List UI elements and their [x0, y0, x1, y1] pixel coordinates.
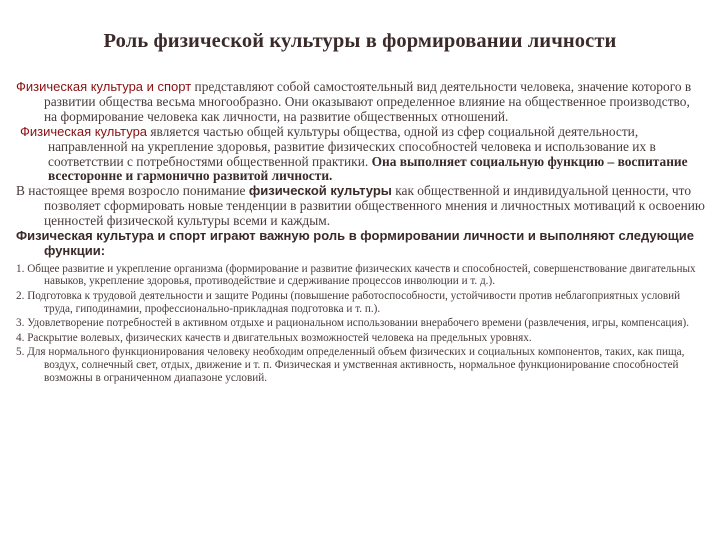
list-item: 4. Раскрытие волевых, физических качеств и двигательных возможностей человека на предельных уровнях.: [16, 331, 532, 344]
list-item: 5. Для нормального функционирования человеку необходим определенный объем физических и социальных компонентов, таких, как пища, воздух, солнечный свет, отдых, движение и т. п. Физическая и умственная активность, нормальное функционирование способностей возможны в ограниченном диапазоне условий.: [16, 346, 685, 384]
slide-content: [16, 80, 706, 386]
list-item: 1. Общее развитие и укрепление организма (формирование и развитие физических качеств и способностей, совершенствование двигательных навыков, укрепление здоровья, противодействие и сдерживание процессов инволюции и т. д.).: [16, 262, 696, 288]
paragraph-text: В настоящее время возросло понимание: [16, 183, 249, 199]
highlight-term: физической культуры: [248, 183, 392, 199]
paragraph-bold-text: Она выполняет социальную функцию – воспитание всесторонне и гармонично развитой личности.: [48, 153, 688, 184]
list-item: 3. Удовлетворение потребностей в активном отдыхе и рациональном использовании внерабочего времени (развлечения, игры, компенсация).: [16, 317, 690, 330]
paragraph-value: [16, 184, 706, 229]
paragraph-culture-part: [20, 125, 706, 185]
paragraph-text: представляют собой самостоятельный вид деятельности человека, значение которого в развитии общества весьма многообразно. Они оказывают определенное влияние на общественное производство, на формирование человека как личности, на развитие общественных отношений.: [44, 79, 692, 124]
paragraph-text: является частью общей культуры общества, одной из сфер социальной деятельности, направленной на укрепление здоровья, развитие физических способностей человека и использование их в соответствии с потребностями общественной практики.: [48, 123, 656, 169]
slide-title: Роль физической культуры в формировании личности: [103, 30, 617, 52]
paragraph-definition: [16, 80, 706, 125]
paragraph-bold-text: Физическая культура и спорт играют важную роль в формировании личности и выполняют следующие функции:: [16, 228, 694, 258]
list-item: 2. Подготовка к трудовой деятельности и защите Родины (повышение работоспособности, устойчивости против неблагоприятных условий труда, гиподинамии, профессионально-прикладная подготовка и т. п.).: [16, 290, 681, 315]
highlight-term: Физическая культура и спорт: [16, 79, 192, 94]
paragraph-functions-lead: [16, 229, 706, 259]
functions-list: [16, 263, 706, 384]
paragraph-text: как общественной и индивидуальной ценности, что позволяет сформировать новые тенденции в развитии общественного мнения и личностных мотиваций к освоению ценностей физической культуры всеми и каждым.: [44, 183, 705, 229]
highlight-term: Физическая культура: [20, 123, 148, 139]
